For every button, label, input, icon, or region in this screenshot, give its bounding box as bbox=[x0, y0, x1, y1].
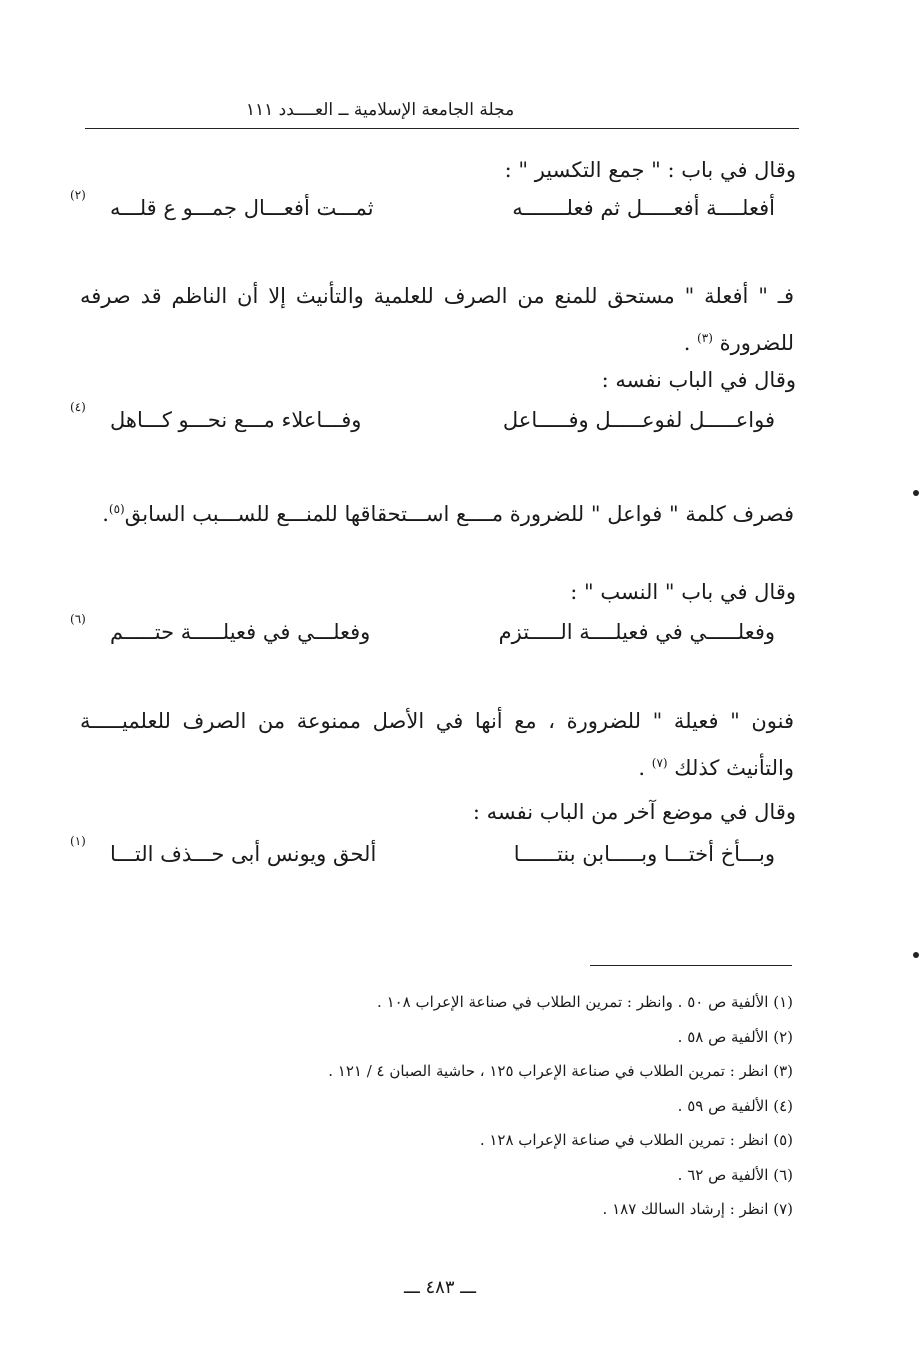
verse-4-footnote-ref: (١) bbox=[70, 834, 86, 848]
intro-line-2: وقال في الباب نفسه : bbox=[601, 368, 796, 392]
running-header: مجلة الجامعة الإسلامية ــ العــــدد ١١١ bbox=[245, 100, 515, 120]
footnotes-list bbox=[173, 985, 793, 1227]
verse-2 bbox=[70, 400, 775, 442]
page-number: ـــ ٤٨٣ ـــ bbox=[403, 1277, 477, 1298]
intro-line-1: وقال في باب : " جمع التكسير " : bbox=[504, 158, 796, 182]
verse-3-second-hemistich: وفعلـــي في فعيلـــــة حتـــــم bbox=[110, 620, 371, 644]
paragraph-3-footnote-ref: (٧) bbox=[651, 756, 668, 770]
paragraph-2: فصرف كلمة " فواعل " للضرورة مــــع اســـتحقاقها للمنـــع للســـبب السابق$^{(٥)}$. bbox=[102, 502, 794, 526]
footnote-2: (٢) الألفية ص ٥٨ . bbox=[677, 1027, 793, 1046]
verse-4-second-hemistich: ألحق ويونس أبى حـــذف التـــا bbox=[110, 842, 377, 866]
verse-2-first-hemistich: فواعـــــل لفوعـــــل وفـــــاعل bbox=[502, 408, 775, 432]
footnote-4: (٤) الألفية ص ٥٩ . bbox=[677, 1096, 793, 1115]
verse-3-first-hemistich: وفعلـــــي في فعيلــــة الـــــتزم bbox=[498, 620, 775, 644]
verse-3 bbox=[70, 612, 775, 654]
verse-1-second-hemistich: ثمـــت أفعـــال جمـــو ع قلـــه bbox=[110, 196, 374, 220]
verse-1-footnote-ref: (٢) bbox=[70, 188, 86, 202]
footnote-6: (٦) الألفية ص ٦٢ . bbox=[677, 1165, 793, 1184]
paragraph-3-text: فنون " فعيلة " للضرورة ، مع أنها في الأصل ممنوعة من الصرف للعلميـــــة والتأنيث كذلك bbox=[80, 709, 794, 780]
verse-4 bbox=[70, 834, 775, 876]
footnote-separator bbox=[590, 965, 792, 966]
header-rule bbox=[85, 128, 799, 129]
scan-edge-mark bbox=[913, 952, 919, 958]
scan-edge-mark bbox=[913, 490, 919, 496]
paragraph-2-footnote-ref: (٥) bbox=[108, 502, 125, 516]
footnote-5: (٥) انظر : تمرين الطلاب في صناعة الإعراب ١٢٨ . bbox=[479, 1131, 793, 1149]
paragraph-1-text: فـ " أفعلة " مستحق للمنع من الصرف للعلمية والتأنيث إلا أن الناظم قد صرفه للضرورة bbox=[80, 284, 794, 355]
paragraph-1: فـ " أفعلة " مستحق للمنع من الصرف للعلمية والتأنيث إلا أن الناظم قد صرفه للضرورة $^{(٣)}$ . bbox=[80, 284, 794, 355]
verse-2-footnote-ref: (٤) bbox=[70, 400, 86, 414]
verse-1 bbox=[70, 188, 775, 230]
paragraph-3: فنون " فعيلة " للضرورة ، مع أنها في الأصل ممنوعة من الصرف للعلميـــــة والتأنيث كذلك $^{(٧)}$ . bbox=[80, 709, 794, 780]
intro-line-4: وقال في موضع آخر من الباب نفسه : bbox=[472, 800, 796, 824]
verse-4-first-hemistich: وبـــأخ أختـــا وبـــــابن بنتــــــا bbox=[513, 842, 775, 866]
footnote-3: (٣) انظر : تمرين الطلاب في صناعة الإعراب ١٢٥ ، حاشية الصبان ٤ / ١٢١ . bbox=[328, 1062, 793, 1080]
verse-3-footnote-ref: (٦) bbox=[70, 612, 86, 626]
verse-1-first-hemistich: أفعلــــة أفعـــــل ثم فعلـــــــه bbox=[512, 196, 775, 220]
intro-line-3: وقال في باب " النسب " : bbox=[570, 580, 796, 604]
paragraph-2-text: فصرف كلمة " فواعل " للضرورة مــــع اســـتحقاقها للمنـــع للســـبب السابق bbox=[124, 502, 794, 526]
footnote-7: (٧) انظر : إرشاد السالك ١٨٧ . bbox=[602, 1200, 793, 1218]
verse-2-second-hemistich: وفـــاعلاء مـــع نحـــو كـــاهل bbox=[110, 408, 362, 432]
footnote-1: (١) الألفية ص ٥٠ . وانظر : تمرين الطلاب في صناعة الإعراب ١٠٨ . bbox=[377, 993, 793, 1011]
paragraph-1-footnote-ref: (٣) bbox=[697, 331, 713, 345]
